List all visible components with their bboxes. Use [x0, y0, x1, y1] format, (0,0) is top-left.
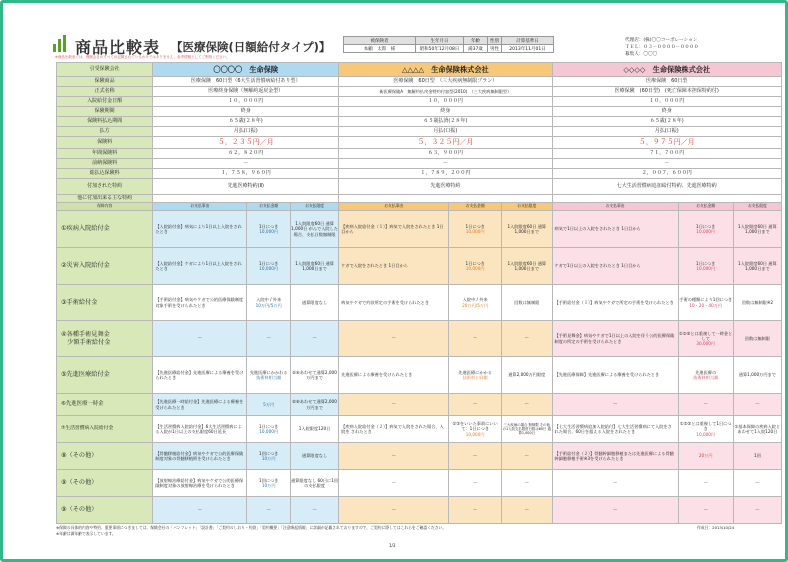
- amt-value: 10,000円: [259, 429, 279, 434]
- cell: －: [449, 321, 502, 357]
- cell: －: [153, 159, 339, 169]
- base-date: 2013年11月01日: [502, 45, 554, 53]
- cell: 通算限度なし: [290, 443, 338, 470]
- agent-info: [625, 37, 699, 58]
- cell: 月払(口振): [552, 127, 781, 137]
- cell: [678, 211, 733, 248]
- amt-value: 10,000円: [696, 431, 716, 437]
- cell: １０，０００円: [153, 97, 339, 107]
- cell: 病気で1日以上の入院をされたとき 1日目から: [552, 211, 678, 248]
- benefit-label: ②災害入院給付金: [57, 248, 153, 285]
- amt-label: 先進医療の: [695, 369, 717, 375]
- amt-label: ①③をいいた事故にいいて：1日につき: [452, 421, 498, 432]
- cell: 終身: [552, 107, 781, 117]
- amt-value: 10,000円: [696, 229, 716, 234]
- cell: －: [733, 470, 781, 497]
- cell: ケガで入院をされたとき 1日目から: [339, 248, 449, 285]
- cell: 先進医療特約(Ⅱ): [153, 179, 339, 195]
- row-label: 保険商品: [57, 77, 153, 87]
- row-label: 払方: [57, 127, 153, 137]
- benefit-label: [57, 321, 153, 357]
- created-date: 作成日：2013/10/24: [697, 525, 735, 530]
- cell: [449, 211, 502, 248]
- cell: [678, 357, 733, 394]
- sub-header: お支払限度: [502, 203, 552, 211]
- amt-label: ①②③とは重複して1日につき: [679, 421, 732, 432]
- cell: ６２，８２０円: [153, 149, 339, 159]
- sub-header: お支払限度: [290, 203, 338, 211]
- benefit-label: ③手術給付金: [57, 285, 153, 321]
- cell: －: [339, 497, 449, 524]
- page-number: 1/3: [389, 543, 396, 548]
- cell: 先進医療による療養を受けられたとき: [339, 357, 449, 394]
- footer-notes: [56, 525, 446, 537]
- cell: １，７８９，２００円: [339, 169, 552, 179]
- benefit-label: ⑦生活習慣病入院給付金: [57, 416, 153, 443]
- benefit-label: ⑨（その他）: [57, 470, 153, 497]
- company-name-2: △△△△ 生命保険株式会社: [339, 63, 552, 77]
- cell: 通算2,000万円限度: [502, 357, 552, 394]
- cell: －: [290, 497, 338, 524]
- cell: 【先進医療給付金】先進医療による療養を受けられたとき: [153, 357, 247, 394]
- cell: 回数は無制限※2: [733, 285, 781, 321]
- cell: 【手術給付金（１）】病気やケガで所定の手術を受けられたとき: [552, 285, 678, 321]
- cell: [247, 248, 291, 285]
- benefit-label: ①疾病入院給付金: [57, 211, 153, 248]
- cell: 【先進医療一時給付金】先進医療による療養を受けられたとき: [153, 394, 247, 416]
- cell: －: [247, 497, 291, 524]
- cell: [247, 443, 291, 470]
- cell: －: [339, 394, 449, 416]
- cell: [449, 416, 502, 443]
- cell: １，７５８，９６０円: [153, 169, 339, 179]
- cell: －: [339, 443, 449, 470]
- cell: [552, 195, 781, 203]
- cell: [449, 357, 502, 394]
- amt-value: 20万円/5万円: [462, 302, 489, 308]
- amt-value: 技術料相当額: [693, 375, 719, 380]
- cell: －: [449, 394, 502, 416]
- cell: 【七大生活習慣病追加入院給付】七大生活習慣病にて入院をされた場合、60日を超える入院をされたとき: [552, 416, 678, 443]
- cell: [449, 248, 502, 285]
- info-header: 年齢: [464, 37, 488, 45]
- amt-label: 1回につき: [259, 477, 279, 483]
- cell: 医療終身保険（無解約返戻金型）: [153, 87, 339, 97]
- amt-label: 1日につき: [465, 223, 485, 229]
- info-header: 生年月日: [416, 37, 464, 45]
- amt-value: 20万円: [698, 453, 713, 459]
- cell: 終身: [339, 107, 552, 117]
- info-header: 計算基準日: [502, 37, 554, 45]
- cell: ⑤⑥あわせて通算2,000万円まで: [290, 394, 338, 416]
- cell: 医療保険 60日型: [552, 77, 781, 87]
- cell: [247, 285, 291, 321]
- info-header: 被保険者: [344, 37, 416, 45]
- agency-label: 代理店：: [625, 38, 644, 43]
- recruiter-name: 〇〇〇: [643, 52, 658, 57]
- page-subtitle: 【医療保険(日額給付タイプ)】: [171, 40, 331, 54]
- amt-label: 1日につき: [259, 223, 279, 229]
- row-label: 総払込保険料: [57, 169, 153, 179]
- birth-date: 昭和50年12月08日: [416, 45, 464, 53]
- sub-header: お支払金額: [247, 203, 291, 211]
- cell: 病気やケガで約款所定の手術を受けられたとき: [339, 285, 449, 321]
- cell: －: [502, 394, 552, 416]
- amt-value: 30,000円: [696, 341, 716, 347]
- tel-number: ０３－００００－００００: [643, 45, 699, 50]
- sub-header: お支払事由: [552, 203, 678, 211]
- cell: －: [449, 443, 502, 470]
- cell: －: [339, 470, 449, 497]
- row-label: 前納保険料: [57, 159, 153, 169]
- amt-label: 先進医療にかかわる: [249, 369, 288, 375]
- cell: 1入院限度120日: [290, 416, 338, 443]
- benefit-label-line: ④各種手術見舞金: [61, 330, 110, 338]
- cell: ２，００７，６００円: [552, 169, 781, 179]
- cell: 【入院給付金】病気により1日以上入院をされたとき: [153, 211, 247, 248]
- cell: －: [502, 497, 552, 524]
- row-label: 引受保険会社: [57, 63, 153, 77]
- cell: 1入院限度60日 通算1,000日まで: [733, 211, 781, 248]
- cell: －: [552, 497, 678, 524]
- cell: ７１，７００円: [552, 149, 781, 159]
- insured-name: 本顧 太郎 様: [344, 45, 416, 53]
- cell: －: [449, 470, 502, 497]
- amt-label: 1回につき: [259, 450, 279, 456]
- amt-value: 技術料と同額: [462, 375, 488, 380]
- row-label: 保険料払込期間: [57, 117, 153, 127]
- recruiter-label: 募集人：: [625, 52, 644, 57]
- cell: 1入院限度60日 通算1,000日まで: [290, 248, 338, 285]
- row-label: 他に付加出来る主な特約: [57, 195, 153, 203]
- cell: －: [247, 321, 291, 357]
- amt-value: 技術料相当額: [256, 375, 282, 380]
- benefit-label: ⑨（その他）: [57, 497, 153, 524]
- cell: 【生活習慣病入院給付金】6大生活習慣病による入院が1日以上の支払限度60日延長: [153, 416, 247, 443]
- cell: 【手術給付金（２）】骨髄幹細胞移植または先進医療による骨髄幹細胞移植手術※3を受けられたとき: [552, 443, 678, 470]
- cell: 通算1,000万円まで: [733, 357, 781, 394]
- amt-label: 入院中 / 外来: [256, 297, 282, 303]
- benefit-label: ⑧（その他）: [57, 443, 153, 470]
- gender: 男性: [488, 45, 502, 53]
- bar-chart-icon: [53, 35, 67, 52]
- sub-header: お支払金額: [449, 203, 502, 211]
- cell: [247, 416, 291, 443]
- benefit-label: ⑤先進医療給付金: [57, 357, 153, 394]
- cell: [678, 443, 733, 470]
- amt-label: 1日につき: [259, 260, 279, 266]
- amt-label: 1日につき: [696, 260, 716, 266]
- cell: －: [552, 394, 678, 416]
- company-name-1: 〇〇〇〇 生命保険: [153, 63, 339, 77]
- cell: 医療保険 (60日型) (死亡保障本担保特約付): [552, 87, 781, 97]
- cell: 【手術給付金】病気やケガで公的医療保険制度対象手術を受けられたとき: [153, 285, 247, 321]
- cell: 1入院限度60日 通算1,000日まで: [733, 248, 781, 285]
- cell: 新医療保険A 無解約払戻金特約付加型(2010) （三大疾病無制限型）: [339, 87, 552, 97]
- row-label: 保障内容: [57, 203, 153, 211]
- cell: 先進医療特約: [339, 179, 552, 195]
- cell: 【疾病入院給付金（１）】病気で入院をされたとき 1日目から: [339, 211, 449, 248]
- cell: 通算限度なし: [290, 285, 338, 321]
- insured-info-table: [343, 36, 554, 53]
- sub-header: お支払事由: [339, 203, 449, 211]
- cell: [678, 285, 733, 321]
- cell: [247, 470, 291, 497]
- cell: －: [339, 321, 449, 357]
- row-label: 正式名称: [57, 87, 153, 97]
- cell: 【先進医療保障】先進医療による療養を受けられたとき: [552, 357, 678, 394]
- cell: 医療保険 60日型 （三大疾病無制限プラン）: [339, 77, 552, 87]
- cell: 回数は無制限: [733, 321, 781, 357]
- cell: 1入院限度60日 通算1,000日 がんで入院した場合、支払日数無制限: [290, 211, 338, 248]
- cell: －: [339, 159, 552, 169]
- tel-label: ＴＥＬ：: [625, 45, 644, 50]
- cell: ⑤⑥あわせて通算2,000万円まで: [290, 357, 338, 394]
- amt-value: 10,000円: [465, 229, 485, 234]
- cell: －: [552, 470, 678, 497]
- cell: [339, 195, 552, 203]
- amt-value: 10,000円: [259, 229, 279, 234]
- cell: 回数は無制限: [502, 285, 552, 321]
- cell: ６３，９００円: [339, 149, 552, 159]
- amt-label: 入院中 / 外来: [462, 297, 488, 303]
- premium-3: ５，９７５円／月: [552, 137, 781, 149]
- cell: [678, 321, 733, 357]
- cell: [678, 416, 733, 443]
- amt-value: 10,000円: [259, 266, 279, 271]
- cell: ケガで1日以上の入院をされたとき 1日目から: [552, 248, 678, 285]
- cell: 通算限度なし 60日に1回の支払限度: [290, 470, 338, 497]
- cell: －: [153, 497, 247, 524]
- comparison-table: [56, 62, 782, 524]
- amt-value: 10万円: [261, 456, 276, 461]
- cell: －: [449, 497, 502, 524]
- cell: 【手術見舞金】病気やケガで1日以上の入院を伴う公的医療保険制度の所定の手術を受けられたとき: [552, 321, 678, 357]
- benefit-label-line: 少額手術給付金: [61, 338, 111, 346]
- cell: 【放射線治療給付金】病気やケガで公的医療保険制度対象の放射線治療を受けられたとき: [153, 470, 247, 497]
- cell: －: [502, 470, 552, 497]
- cell: 医療保険 60日型（6大生活習慣病給付あり型）: [153, 77, 339, 87]
- cell: －: [733, 394, 781, 416]
- footer-note: ※保障の具体的内容や特約、重要事項につきましては、保険会社の「パンフレット」「設計書」「ご契約のしおり・約款」「契約概要」「注意喚起情報」に詳細が記載されておりますので、ご契約に際してはこれらをご確認ください。: [56, 525, 447, 530]
- cell: 【疾病入院給付金（２）】病気で入院をされた場合、入院を されたとき: [339, 416, 449, 443]
- cell: １０，０００円: [339, 97, 552, 107]
- cell: ６５歳払済(２８年): [339, 117, 552, 127]
- sub-header: お支払事由: [153, 203, 247, 211]
- cell: 1入院限度60日 通算1,000日まで: [502, 248, 552, 285]
- page-title: 商品比較表: [75, 38, 161, 57]
- age: 満37歳: [464, 45, 488, 53]
- amt-value: 10・20・40万円: [689, 302, 723, 308]
- amt-value: 10,000円: [465, 266, 485, 271]
- amt-value: 10,000円: [696, 266, 716, 271]
- sub-header: お支払限度: [733, 203, 781, 211]
- cell: －: [290, 321, 338, 357]
- cell: －: [502, 321, 552, 357]
- row-label: 入院給付金日額: [57, 97, 153, 107]
- cell: －: [678, 394, 733, 416]
- cell: 1入院限度60日 通算1,000日まで: [502, 211, 552, 248]
- cell: 終身: [153, 107, 339, 117]
- cell: 1回: [733, 443, 781, 470]
- cell: [247, 211, 291, 248]
- agency-name: (株)〇〇コーポレーション: [643, 38, 698, 43]
- cell: [247, 357, 291, 394]
- premium-1: ５，２３５円／月: [153, 137, 339, 149]
- info-header: 性別: [488, 37, 502, 45]
- cell: 七大生活習慣病追加給付特約、先進医療特約: [552, 179, 781, 195]
- amt-label: 1日につき: [465, 260, 485, 266]
- amt-label: 先進医療にかかる: [458, 369, 492, 375]
- row-label: 保険期間: [57, 107, 153, 117]
- row-label: 付加された特約: [57, 179, 153, 195]
- cell: [449, 285, 502, 321]
- amt-value: 10万円/5万円: [255, 302, 282, 308]
- premium-2: ５，３２５円／月: [339, 137, 552, 149]
- cell: －: [502, 443, 552, 470]
- amt-label: 1日につき: [696, 223, 716, 229]
- cell: 月払(口振): [339, 127, 552, 137]
- header-note: ※商品比較表では、保険会社のすべての記載されているわけではありません。参考情報としてご利用ください。: [55, 55, 230, 59]
- amt-value: 10,000円: [465, 431, 485, 437]
- cell: 三大疾病の場合 無制限 その他の1入院支払限度日数は60日 通算1,000日: [502, 416, 552, 443]
- sub-header: お支払金額: [678, 203, 733, 211]
- cell: [678, 248, 733, 285]
- cell: －: [678, 497, 733, 524]
- row-label: 保険料: [57, 137, 153, 149]
- amt-label: ①②③とは重複して一時金として: [679, 330, 733, 341]
- benefit-label: ⑥先進医療一時金: [57, 394, 153, 416]
- cell: 5万円: [247, 394, 291, 416]
- cell: ①基本保障の疾病入院とあわせて1入院120日: [733, 416, 781, 443]
- cell: [153, 195, 339, 203]
- cell: －: [733, 497, 781, 524]
- amt-value: 10万円: [261, 483, 276, 488]
- cell: ６５歳(２８年): [552, 117, 781, 127]
- cell: 【骨髄移植給付金】病気やケガで公的医療保険制度対象の骨髄移植術を受けられたとき: [153, 443, 247, 470]
- cell: －: [552, 159, 781, 169]
- cell: 月払(口振): [153, 127, 339, 137]
- company-name-3: ◇◇◇◇ 生命保険株式会社: [552, 63, 781, 77]
- row-label: 年間保険料: [57, 149, 153, 159]
- cell: 【入院給付金】ケガにより1日以上入院をされたとき: [153, 248, 247, 285]
- cell: １０，０００円: [552, 97, 781, 107]
- cell: －: [678, 470, 733, 497]
- cell: －: [153, 321, 247, 357]
- cell: ６５歳(２８年): [153, 117, 339, 127]
- footer-note: ※年齢は満年齢で表示しています。: [56, 531, 116, 536]
- amt-label: 手術の種類により1回につき: [679, 297, 733, 303]
- amt-label: 1日につき: [259, 423, 279, 429]
